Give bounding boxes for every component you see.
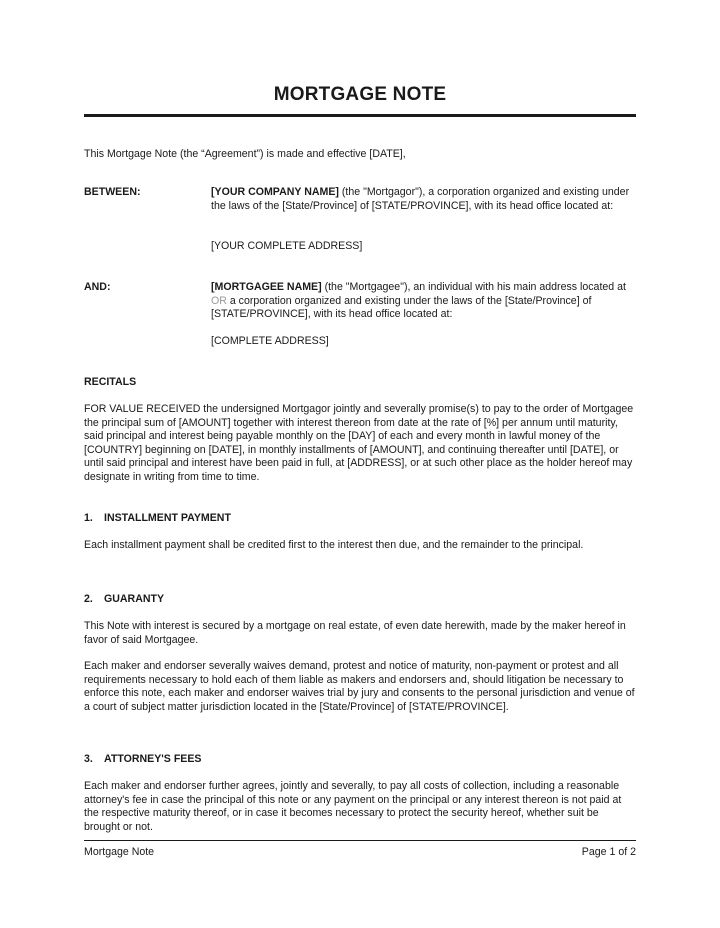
and-party-text	[211, 281, 636, 322]
mortgagee-address: [COMPLETE ADDRESS]	[211, 335, 329, 347]
intro-paragraph: This Mortgage Note (the “Agreement”) is made and effective [DATE],	[84, 148, 406, 160]
footer-divider	[84, 840, 636, 841]
mortgagee-description-end: a corporation organized and existing under the laws of the [State/Province] of [STATE/PROVINCE], with its head office located at:	[211, 294, 592, 321]
section-heading	[84, 512, 231, 526]
title-divider	[84, 114, 636, 117]
section-number: 1.	[84, 512, 93, 524]
mortgagor-description: (the "Mortgagor"), a corporation organized and existing under the laws of the [State/Province] of [STATE/PROVINCE], with its head office located at:	[211, 186, 630, 212]
section-paragraph: Each maker and endorser severally waives demand, protest and notice of maturity, non-payment or protest and all requirements necessary to hold each of them liable as makers and endorsers and, should litigation be necessary to enforce this note, each maker and endorser waives trial by jury and consents to the personal jurisdiction and venue of a court of subject matter jurisdiction located in the [State/Province] of [STATE/PROVINCE].	[84, 660, 635, 713]
section-number: 2.	[84, 593, 93, 605]
section-title: INSTALLMENT PAYMENT	[104, 512, 231, 524]
between-party-text	[211, 186, 636, 213]
section-paragraph: Each installment payment shall be credited first to the interest then due, and the remainder to the principal.	[84, 539, 584, 551]
footer-page-number: Page 1 of 2	[581, 846, 636, 858]
section-number: 3.	[84, 753, 93, 765]
section-title: ATTORNEY'S FEES	[104, 753, 202, 765]
mortgagee-name: [MORTGAGEE NAME]	[211, 281, 322, 293]
recitals-paragraph: FOR VALUE RECEIVED the undersigned Mortgagor jointly and severally promise(s) to pay to the order of Mortgagee the principal sum of [AMOUNT] together with interest thereon from date at the rate of [%] per annum until maturity, said principal and interest being payable monthly on the [DAY] of each and every month in lawful money of the [COUNTRY] beginning on [DATE], in monthly installments of [AMOUNT], and continuing thereafter until [DATE], or until said principal and interest have been paid in full, at [ADDRESS], or at such other place as the holder hereof may designate in writing from time to time.	[84, 403, 634, 483]
section-heading	[84, 753, 202, 767]
section-heading	[84, 593, 164, 607]
document-title: MORTGAGE NOTE	[273, 84, 447, 105]
mortgagor-address: [YOUR COMPLETE ADDRESS]	[211, 240, 363, 252]
section-title: GUARANTY	[104, 593, 165, 605]
or-word: OR	[211, 294, 227, 307]
mortgagor-name: [YOUR COMPANY NAME]	[211, 186, 339, 198]
recitals-heading: RECITALS	[84, 376, 137, 388]
and-label: AND:	[84, 281, 111, 293]
footer-document-name: Mortgage Note	[84, 846, 155, 858]
section-paragraph: Each maker and endorser further agrees, jointly and severally, to pay all costs of collection, including a reasonable attorney's fee in case the principal of this note or any payment on the principal or any interest thereon is not paid at the respective maturity thereof, or in case it becomes necessary to protect the security hereof, whether suit be brought or not.	[84, 780, 622, 833]
mortgagee-description-start: (the "Mortgagee"), an individual with his main address located at	[321, 281, 626, 293]
section-paragraph: This Note with interest is secured by a mortgage on real estate, of even date herewith, made by the maker hereof in favor of said Mortgagee.	[84, 620, 626, 646]
between-label: BETWEEN:	[84, 186, 141, 198]
